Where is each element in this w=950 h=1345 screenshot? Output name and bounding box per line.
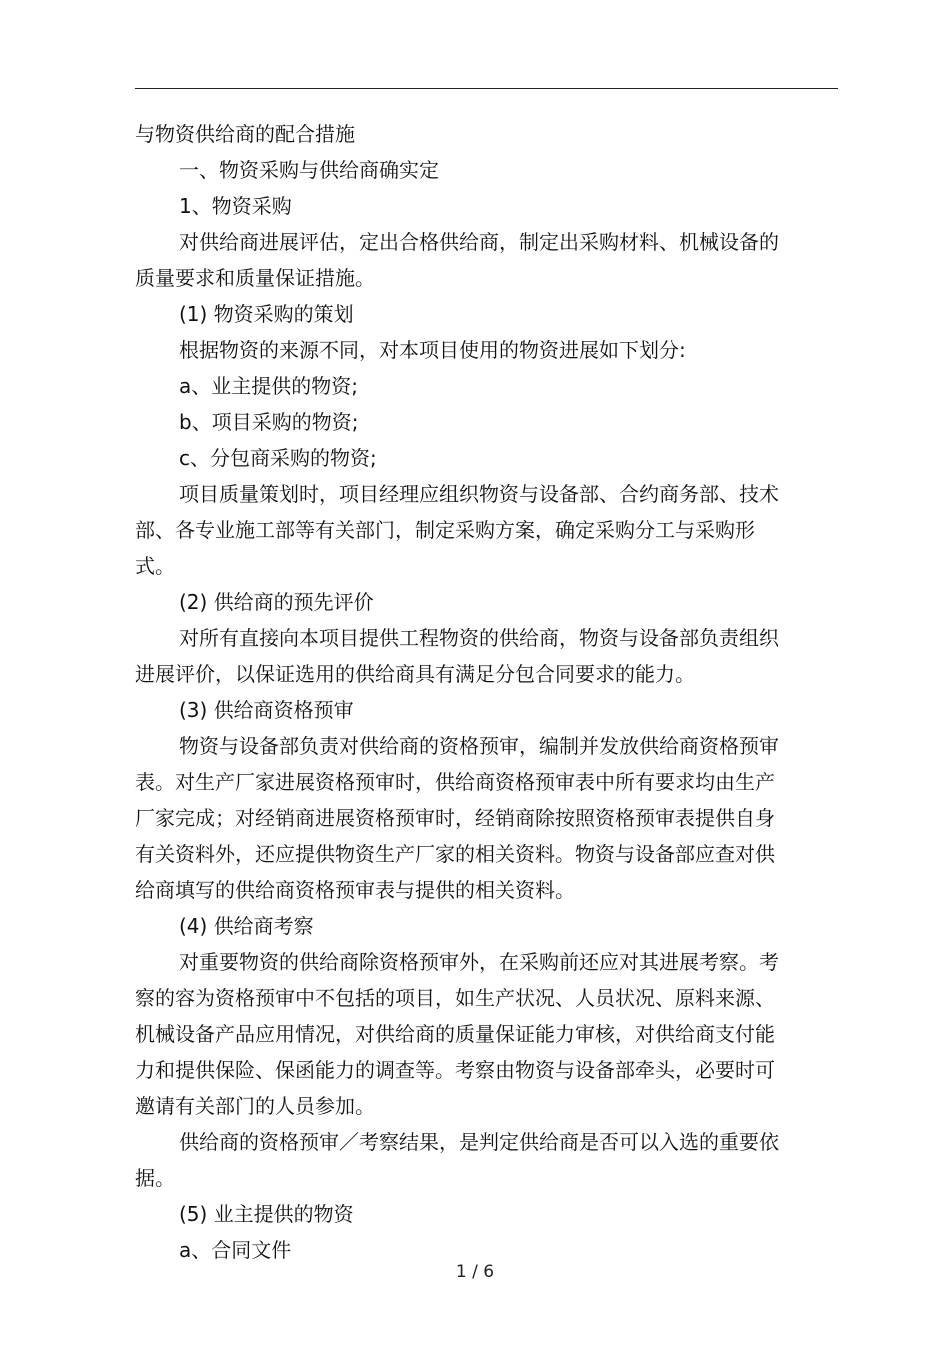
body-paragraph: 对重要物资的供给商除资格预审外，在采购前还应对其进展考察。考察的容为资格预审中不包括的项目，如生产状况、人员状况、原料来源、机械设备产品应用情况，对供给商的质量保证能力审核，对供给商支付能力和提供保险、保函能力的调查等。考察由物资与设备部牵头，必要时可邀请有关部门的人员参加。 xyxy=(135,950,779,1118)
list-item: a、合同文件 xyxy=(179,1238,292,1262)
section-heading: 一、物资采购与供给商确实定 xyxy=(179,158,439,182)
body-paragraph: 根据物资的来源不同，对本项目使用的物资进展如下划分: xyxy=(179,338,686,362)
item-heading: (1) 物资采购的策划 xyxy=(179,302,354,326)
body-paragraph: 对供给商进展评估，定出合格供给商，制定出采购材料、机械设备的质量要求和质量保证措施。 xyxy=(135,230,779,290)
list-item: c、分包商采购的物资; xyxy=(179,446,377,470)
body-paragraph: 对所有直接向本项目提供工程物资的供给商，物资与设备部负责组织进展评价，以保证选用的供给商具有满足分包合同要求的能力。 xyxy=(135,626,779,686)
doc-title: 与物资供给商的配合措施 xyxy=(135,122,355,146)
body-paragraph: 项目质量策划时，项目经理应组织物资与设备部、合约商务部、技术部、各专业施工部等有关部门，制定采购方案，确定采购分工与采购形式。 xyxy=(135,482,779,578)
page-number: 1 / 6 xyxy=(455,1262,495,1282)
list-item: b、项目采购的物资; xyxy=(179,410,359,434)
body-paragraph: 物资与设备部负责对供给商的资格预审，编制并发放供给商资格预审表。对生产厂家进展资格预审时，供给商资格预审表中所有要求均由生产厂家完成；对经销商进展资格预审时，经销商除按照资格预审表提供自身有关资料外，还应提供物资生产厂家的相关资料。物资与设备部应查对供给商填写的供给商资格预审表与提供的相关资料。 xyxy=(135,734,779,902)
body-paragraph: 供给商的资格预审／考察结果，是判定供给商是否可以入选的重要依据。 xyxy=(135,1130,779,1190)
item-heading: (3) 供给商资格预审 xyxy=(179,698,354,722)
item-heading: (4) 供给商考察 xyxy=(179,914,314,938)
item-heading: (2) 供给商的预先评价 xyxy=(179,590,374,614)
subsection-heading: 1、物资采购 xyxy=(179,194,292,218)
list-item: a、业主提供的物资; xyxy=(179,374,358,398)
header-rule xyxy=(135,88,838,89)
document-body xyxy=(135,116,790,1268)
item-heading: (5) 业主提供的物资 xyxy=(179,1202,354,1226)
